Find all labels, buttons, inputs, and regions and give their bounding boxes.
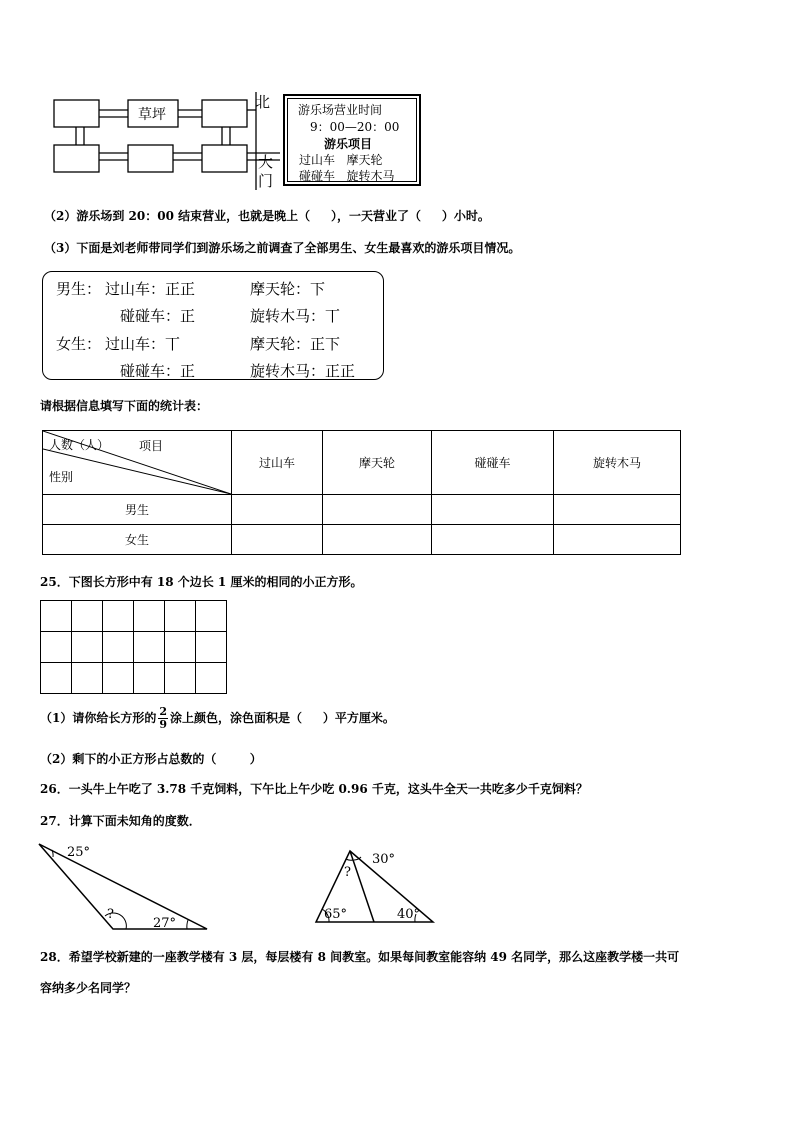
triangle-2-angle-unknown: ? xyxy=(344,865,351,880)
map-block xyxy=(128,145,173,172)
answer-cell[interactable] xyxy=(432,525,554,555)
rides-subtitle: 游乐项目 xyxy=(324,137,373,151)
lawn-label: 草坪 xyxy=(138,107,166,123)
answer-cell[interactable] xyxy=(554,495,681,525)
grid-square[interactable] xyxy=(72,601,103,632)
grid-square[interactable] xyxy=(72,632,103,663)
grid-square[interactable] xyxy=(196,601,227,632)
question-26: 26．一头牛上午吃了 3.78 千克饲料，下午比上午少吃 0.96 千克，这头牛全天一共吃多少千克饲料？ xyxy=(40,782,588,796)
square-grid xyxy=(40,600,227,694)
grid-square[interactable] xyxy=(103,663,134,694)
answer-cell[interactable] xyxy=(554,525,681,555)
triangle-1-angle-top: 25° xyxy=(67,845,91,860)
triangle-2-angle-left: 65° xyxy=(324,907,348,922)
grid-square[interactable] xyxy=(41,601,72,632)
map-block xyxy=(54,145,99,172)
boys-roller-coaster: 过山车：正正 xyxy=(105,280,196,298)
triangle-1-angle-unknown: ? xyxy=(107,907,114,922)
map-block xyxy=(202,100,247,127)
girls-label: 女生： xyxy=(56,335,102,353)
grid-row xyxy=(41,632,227,663)
grid-square[interactable] xyxy=(41,632,72,663)
column-header: 碰碰车 xyxy=(432,431,554,495)
girls-roller-coaster: 过山车：丅 xyxy=(105,335,181,353)
row-header: 男生 xyxy=(43,495,232,525)
question-25: 25．下图长方形中有 18 个边长 1 厘米的相同的小正方形。 xyxy=(40,575,363,589)
question-24-2: （2）游乐场到 20：00 结束营业，也就是晚上（ ），一天营业了（ ）小时。 xyxy=(44,209,490,223)
grid-square[interactable] xyxy=(134,601,165,632)
opening-hours-box xyxy=(283,94,421,186)
column-header: 旋转木马 xyxy=(554,431,681,495)
triangle-1-angle-right: 27° xyxy=(153,916,177,931)
grid-square[interactable] xyxy=(134,663,165,694)
fill-instruction: 请根据信息填写下面的统计表： xyxy=(40,399,209,413)
gate-label-1: 大 xyxy=(258,153,274,171)
corner-item: 项目 xyxy=(139,439,164,453)
grid-square[interactable] xyxy=(196,663,227,694)
girls-carousel: 旋转木马：正正 xyxy=(250,362,356,380)
statistics-table xyxy=(42,430,681,555)
grid-row xyxy=(41,601,227,632)
question-27: 27．计算下面未知角的度数． xyxy=(40,814,201,828)
grid-square[interactable] xyxy=(41,663,72,694)
question-25-1 xyxy=(40,706,395,731)
column-header: 摩天轮 xyxy=(323,431,432,495)
column-header: 过山车 xyxy=(232,431,323,495)
triangle-2 xyxy=(312,845,437,927)
amusement-park-map xyxy=(50,90,280,195)
map-block xyxy=(54,100,99,127)
table-corner-cell xyxy=(43,431,232,495)
girls-bumper-cars: 碰碰车：正 xyxy=(120,362,196,380)
answer-cell[interactable] xyxy=(432,495,554,525)
north-label: 北 xyxy=(255,93,271,111)
grid-row xyxy=(41,663,227,694)
triangle-2-angle-right: 40° xyxy=(397,907,421,922)
grid-square[interactable] xyxy=(103,632,134,663)
survey-tally-box xyxy=(42,271,384,380)
boys-label: 男生： xyxy=(56,280,102,298)
q25-1-after: 涂上颜色，涂色面积是（ ）平方厘米。 xyxy=(170,711,395,725)
question-28-line-1: 28．希望学校新建的一座教学楼有 3 层，每层楼有 8 间教室。如果每间教室能容纳 49 名同学，那么这座教学楼一共可 xyxy=(40,950,680,964)
grid-square[interactable] xyxy=(134,632,165,663)
question-24-3: （3）下面是刘老师带同学们到游乐场之前调查了全部男生、女生最喜欢的游乐项目情况。 xyxy=(44,241,521,255)
hours-title: 游乐场营业时间 xyxy=(298,103,383,117)
fraction-numerator: 2 xyxy=(159,705,168,718)
grid-square[interactable] xyxy=(103,601,134,632)
grid-square[interactable] xyxy=(72,663,103,694)
answer-cell[interactable] xyxy=(232,525,323,555)
gate-label-2: 门 xyxy=(258,172,274,190)
triangle-2-angle-top: 30° xyxy=(372,852,396,867)
grid-square[interactable] xyxy=(165,632,196,663)
answer-cell[interactable] xyxy=(323,525,432,555)
fraction xyxy=(158,706,168,731)
question-25-2: （2）剩下的小正方形占总数的（ ） xyxy=(40,752,262,766)
corner-gender: 性别 xyxy=(49,470,74,484)
table-header-row xyxy=(43,431,681,495)
triangle-1 xyxy=(35,838,210,933)
boys-bumper-cars: 碰碰车：正 xyxy=(120,307,196,325)
table-row xyxy=(43,495,681,525)
map-block xyxy=(202,145,247,172)
grid-square[interactable] xyxy=(165,663,196,694)
table-row xyxy=(43,525,681,555)
girls-ferris-wheel: 摩天轮：正下 xyxy=(250,335,341,353)
row-header: 女生 xyxy=(43,525,232,555)
question-28-line-2: 容纳多少名同学？ xyxy=(40,981,137,995)
answer-cell[interactable] xyxy=(323,495,432,525)
rides-row-2: 碰碰车 旋转木马 xyxy=(299,169,395,183)
hours-value: 9：00—20：00 xyxy=(310,120,400,134)
grid-square[interactable] xyxy=(196,632,227,663)
rides-row-1: 过山车 摩天轮 xyxy=(299,153,383,167)
boys-ferris-wheel: 摩天轮：下 xyxy=(250,280,326,298)
fraction-denominator: 9 xyxy=(159,718,168,731)
corner-count: 人数（人） xyxy=(49,438,110,452)
boys-carousel: 旋转木马：丅 xyxy=(250,307,341,325)
answer-cell[interactable] xyxy=(232,495,323,525)
grid-square[interactable] xyxy=(165,601,196,632)
q25-1-before: （1）请你给长方形的 xyxy=(40,711,157,725)
